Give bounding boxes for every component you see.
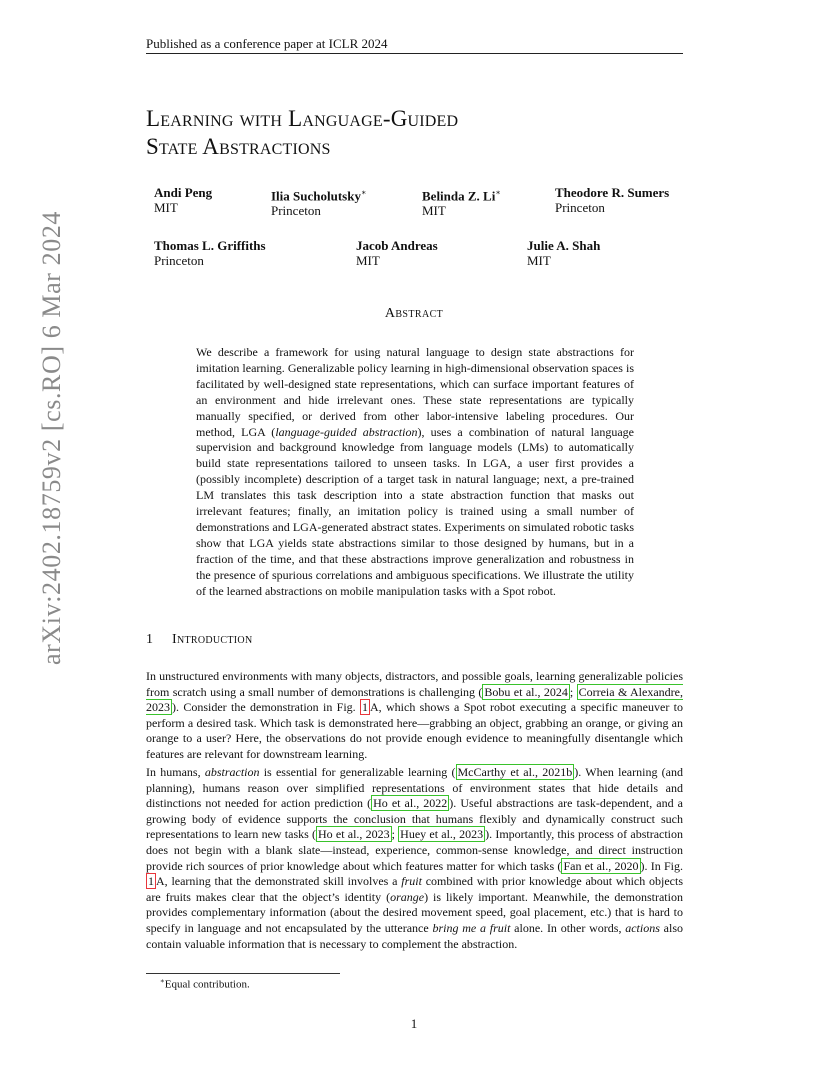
author-affiliation: MIT — [527, 253, 551, 268]
section-number: 1 — [146, 632, 153, 647]
section-heading — [146, 632, 252, 648]
author-name: Julie A. Shah — [527, 238, 601, 253]
citation-link[interactable]: Huey et al., 2023 — [400, 827, 484, 842]
title-line-1: Learning with Language-Guided — [146, 106, 459, 131]
author-name: Theodore R. Sumers — [555, 185, 670, 200]
author-affiliation: MIT — [422, 203, 446, 219]
citation-link[interactable]: Correia & Alexandre, 2023 — [146, 684, 683, 715]
intro-paragraph-2: In humans, abstraction is essential for generalizable learning ( McCarthy et al., 2021b ). When learning (and planning), humans reason over simplified representations of environment states that hide details and distinctions not needed for action prediction ( Ho et al., 2022 ). Useful abstractions are task-dependent, and a growing body of evidence supports the conclusion that humans flexibly and dynamically construct such representations to learn new tasks ( Ho et al., 2023 ; Huey et al., 2023 ). Importantly, this process of abstraction does not begin with a blank slate—instead, experience, common-sense knowledge, and direct instruction provide rich sources of prior knowledge about which features matter for which tasks ( Fan et al., 2020 ). In Fig. 1 A, learning that the demonstrated skill involves a fruit combined with prior knowledge about which objects are fruits makes clear that the object’s identity (orange) is likely important. Meanwhile, the demonstration provides complementary information (about the desired movement speed, goal placement, etc.) that is hard to specify in language and not encapsulated by the utterance bring me a fruit alone. In other words, actions also contain valuable information that is necessary to complement the abstraction. — [146, 765, 684, 951]
footnote — [160, 977, 250, 991]
section-title: Introduction — [172, 632, 253, 647]
abstract-text: We describe a framework for using natural language to design state abstractions for imitation learning. Generalizable policy learning in high-dimensional observation spaces is facilitated by well-designed state representations, which can surface important features of an environment and hide irrelevant ones. These state representations are typically manually specified, or derived from other labor-intensive labeling procedures. Our method, LGA (language-guided abstraction), uses a combination of natural language supervision and background knowledge from language models (LMs) to automatically build state representations tailored to unseen tasks. In LGA, a user first provides a (possibly incomplete) description of a target task in natural language; next, a pre-trained LM translates this task description into a state abstraction function that masks out irrelevant features; finally, an imitation policy is trained using a small number of demonstrations and LGA-generated abstract states. Experiments on simulated robotic tasks show that LGA yields state abstractions similar to those designed by humans, but in a fraction of the time, and that these abstractions improve generalization and robustness in the presence of spurious correlations and ambiguous specifications. We illustrate the utility of the learned abstractions on mobile manipulation tasks with a Spot robot. — [196, 345, 634, 598]
arxiv-stamp: arXiv:2402.18759v2 [cs.RO] 6 Mar 2024 — [37, 210, 66, 665]
citation-link[interactable]: Bobu et al., 2024 — [484, 684, 568, 699]
paper-title — [146, 105, 458, 161]
author-block — [422, 185, 501, 218]
footnote-mark: ∗ — [160, 977, 165, 985]
intro-paragraph-1: In unstructured environments with many objects, distractors, and possible goals, learning generalizable policies from scratch using a small number of demonstrations is challenging ( Bobu et al., 2024 ; Correia & Alexandre, 2023 ). Consider the demonstration in Fig. 1 A, which shows a Spot robot executing a specific maneuver to perform a desired task. Which task is demonstrated here—grabbing an object, grabbing an orange, or giving an orange to a user? Here, the observations do not provide enough evidence to meaningfully disentangle which features are relevant for downstream learning. — [146, 669, 683, 761]
author-name: Jacob Andreas — [356, 238, 438, 253]
equal-contribution-mark: ∗ — [360, 188, 367, 197]
header-rule — [146, 53, 683, 54]
author-affiliation: Princeton — [271, 203, 321, 219]
author-block — [154, 238, 266, 268]
author-name: Ilia Sucholutsky — [271, 188, 361, 204]
citation-link[interactable]: McCarthy et al., 2021b — [457, 765, 573, 779]
equal-contribution-mark: ∗ — [495, 188, 501, 197]
page-number: 1 — [410, 1016, 418, 1031]
author-affiliation: Princeton — [555, 200, 605, 215]
author-affiliation: Princeton — [154, 253, 204, 268]
author-block — [154, 185, 212, 215]
author-name: Thomas L. Griffiths — [154, 238, 266, 253]
figure-ref-link[interactable]: 1 — [362, 700, 369, 715]
author-block — [271, 185, 366, 218]
method-name-emphasis: language-guided abstraction — [275, 424, 418, 439]
citation-link[interactable]: Fan et al., 2020 — [563, 858, 639, 873]
author-name: Andi Peng — [154, 185, 213, 200]
figure-ref-link[interactable]: 1 — [148, 874, 154, 889]
citation-link[interactable]: Ho et al., 2022 — [373, 796, 448, 811]
running-header: Published as a conference paper at ICLR 2024 — [146, 36, 388, 51]
author-affiliation: MIT — [356, 253, 380, 268]
author-block — [527, 238, 600, 268]
author-affiliation: MIT — [154, 200, 178, 215]
abstract-heading: Abstract — [384, 306, 444, 321]
title-line-2: State Abstractions — [146, 134, 331, 159]
author-name: Belinda Z. Li — [422, 188, 496, 204]
footnote-rule — [146, 973, 340, 974]
citation-link[interactable]: Ho et al., 2023 — [318, 827, 390, 842]
footnote-text: Equal contribution. — [164, 978, 250, 991]
author-block — [356, 238, 438, 268]
author-block — [555, 185, 669, 215]
